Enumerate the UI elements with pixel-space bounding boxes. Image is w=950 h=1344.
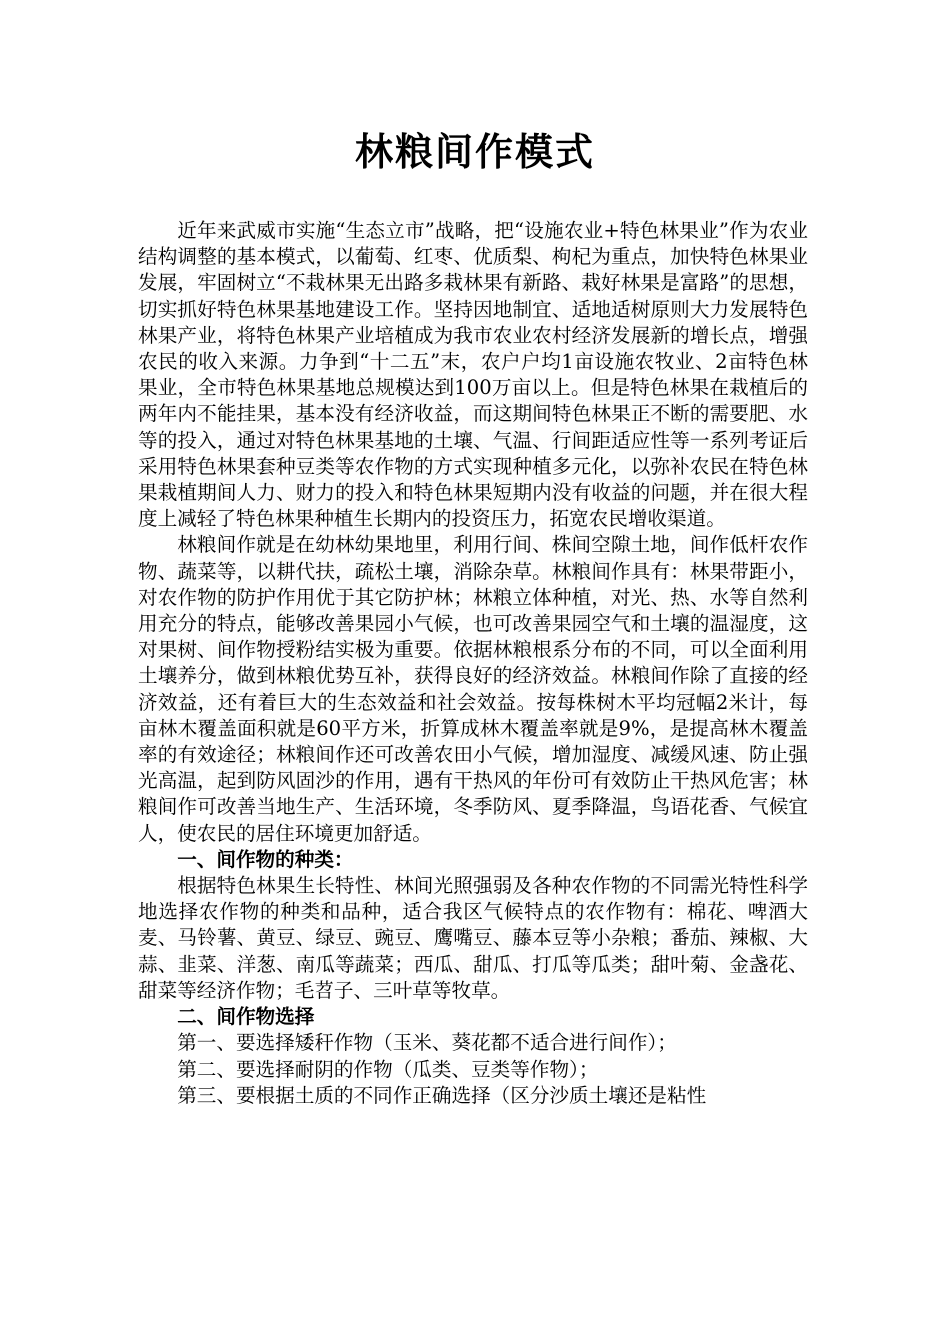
section-heading-crop-types: 一、间作物的种类： [177,847,354,871]
selection-item-3: 第三、要根据土质的不同作正确选择（区分沙质土壤还是粘性 [177,1083,707,1107]
intercropping-paragraph: 林粮间作就是在幼林幼果地里，利用行间、株间空隙土地，间作低杆农作物、蔬菜等，以耕代扶，疏松土壤，消除杂草。林粮间作具有：林果带距小，对农作物的防护作用优于其它防护林；林粮立体种植，对光、热、水等自然利用充分的特点，能够改善果园小气候，也可改善果园空气和土壤的温湿度，这对果树、间作物授粉结实极为重要。依据林粮根系分布的不同，可以全面利用土壤养分，做到林粮优势互补，获得良好的经济效益。林粮间作除了直接的经济效益，还有着巨大的生态效益和社会效益。按每株树木平均冠幅2米计，每亩林木覆盖面积就是60平方米，折算成林木覆盖率就是9%，是提高林木覆盖率的有效途径；林粮间作还可改善农田小气候，增加湿度、减缓风速、防止强光高温，起到防风固沙的作用，遇有干热风的年份可有效防止干热风危害；林粮间作可改善当地生产、生活环境，冬季防风、夏季降温，鸟语花香、气候宜人，使农民的居住环境更加舒适。 [138,533,808,845]
selection-item-2: 第二、要选择耐阴的作物（瓜类、豆类等作物）； [177,1057,599,1081]
intro-paragraph: 近年来武威市实施“生态立市”战略，把“设施农业+特色林果业”作为农业结构调整的基本模式，以葡萄、红枣、优质梨、枸杞为重点，加快特色林果业发展，牢固树立“不栽林果无出路多栽林果有新路、栽好林果是富路”的思想，切实抓好特色林果基地建设工作。坚持因地制宜、适地适树原则大力发展特色林果产业，将特色林果产业培植成为我市农业农村经济发展新的增长点，增强农民的收入来源。力争到“十二五”末，农户户均1亩设施农牧业、2亩特色林果业，全市特色林果基地总规模达到100万亩以上。但是特色林果在栽植后的两年内不能挂果，基本没有经济收益，而这期间特色林果正不断的需要肥、水等的投入，通过对特色林果基地的土壤、气温、行间距适应性等一系列考证后采用特色林果套种豆类等农作物的方式实现种植多元化，以弥补农民在特色林果栽植期间人力、财力的投入和特色林果短期内没有收益的问题，并在很大程度上减轻了特色林果种植生长期内的投资压力，拓宽农民增收渠道。 [138,219,808,531]
section-body-crop-types: 根据特色林果生长特性、林间光照强弱及各种农作物的不同需光特性科学地选择农作物的种类和品种，适合我区气候特点的农作物有：棉花、啤酒大麦、马铃薯、黄豆、绿豆、豌豆、鹰嘴豆、藤本豆等小杂粮；番茄、辣椒、大蒜、韭菜、洋葱、南瓜等蔬菜；西瓜、甜瓜、打瓜等瓜类；甜叶菊、金盏花、甜菜等经济作物；毛苕子、三叶草等牧草。 [138,874,808,1002]
section-heading-crop-selection: 二、间作物选择 [177,1005,315,1029]
document-title: 林粮间作模式 [354,129,595,174]
selection-item-1: 第一、要选择矮秆作物（玉米、葵花都不适合进行间作）； [177,1031,677,1055]
document-body [138,218,808,1109]
